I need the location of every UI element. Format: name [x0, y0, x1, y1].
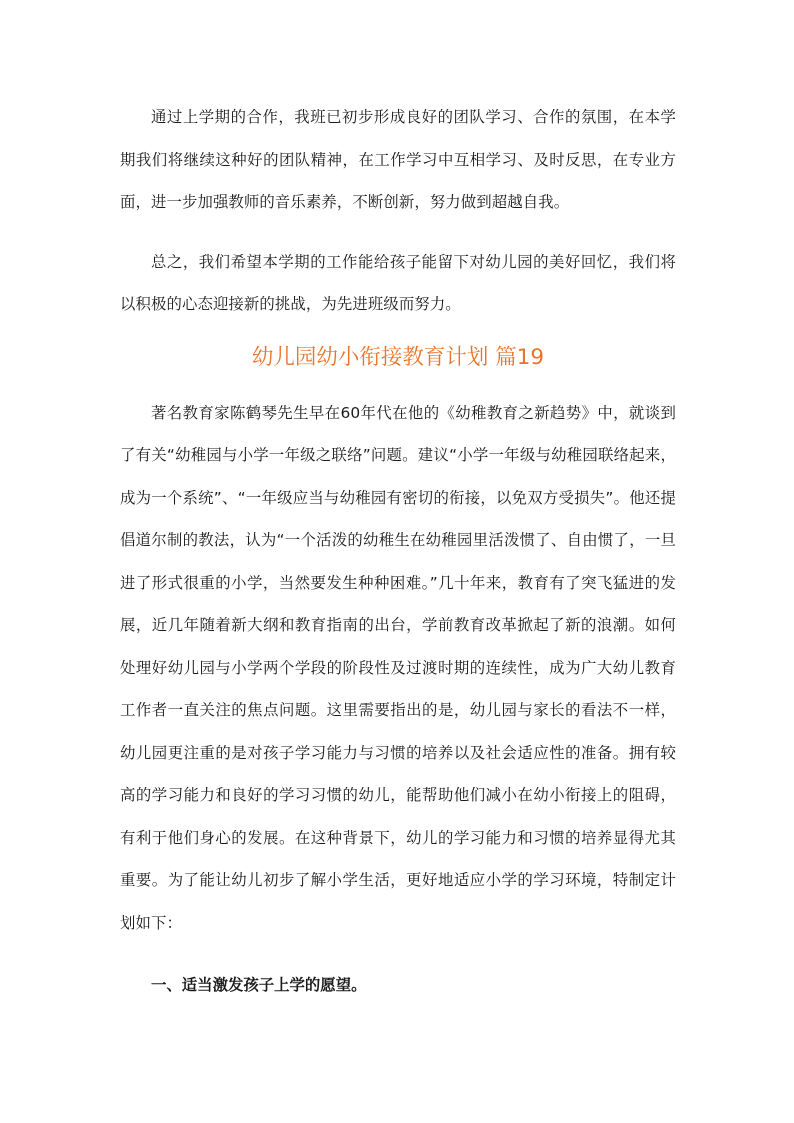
subheading: 一、适当激发孩子上学的愿望。: [151, 976, 367, 994]
document-page: [120, 96, 676, 1007]
paragraph-summary: 总之，我们希望本学期的工作能给孩子能留下对幼儿园的美好回忆，我们将以积极的心态迎接新的挑战，为先进班级而努力。: [120, 252, 676, 313]
paragraph-main: 著名教育家陈鹤琴先生早在60年代在他的《幼稚教育之新趋势》中，就谈到了有关“幼稚园与小学一年级之联络”问题。建议“小学一年级与幼稚园联络起来，成为一个系统”、“一年级应当与幼稚园有密切的衔接，以免双方受损失”。他还提倡道尔制的教法，认为“一个活泼的幼稚生在幼稚园里活泼惯了、自由惯了，一旦进了形式很重的小学，当然要发生种种困难。”几十年来，教育有了突飞猛进的发展，近几年随着新大纲和教育指南的出台，学前教育改革掀起了新的浪潮。如何处理好幼儿园与小学两个学段的阶段性及过渡时期的连续性，成为广大幼儿教育工作者一直关注的焦点问题。这里需要指出的是，幼儿园与家长的看法不一样，幼儿园更注重的是对孩子学习能力与习惯的培养以及社会适应性的准备。拥有较高的学习能力和良好的学习习惯的幼儿，能帮助他们减小在幼小衔接上的阻碍，有利于他们身心的发展。在这种背景下，幼儿的学习能力和习惯的培养显得尤其重要。为了能让幼儿初步了解小学生活，更好地适应小学的学习环境，特制定计划如下：: [120, 403, 676, 932]
section-title: 幼儿园幼小衔接教育计划 篇19: [251, 344, 545, 370]
paragraph-teamwork: 通过上学期的合作，我班已初步形成良好的团队学习、合作的氛围，在本学期我们将继续这种好的团队精神，在工作学习中互相学习、及时反思，在专业方面，进一步加强教师的音乐素养，不断创新，努力做到超越自我。: [120, 108, 676, 211]
